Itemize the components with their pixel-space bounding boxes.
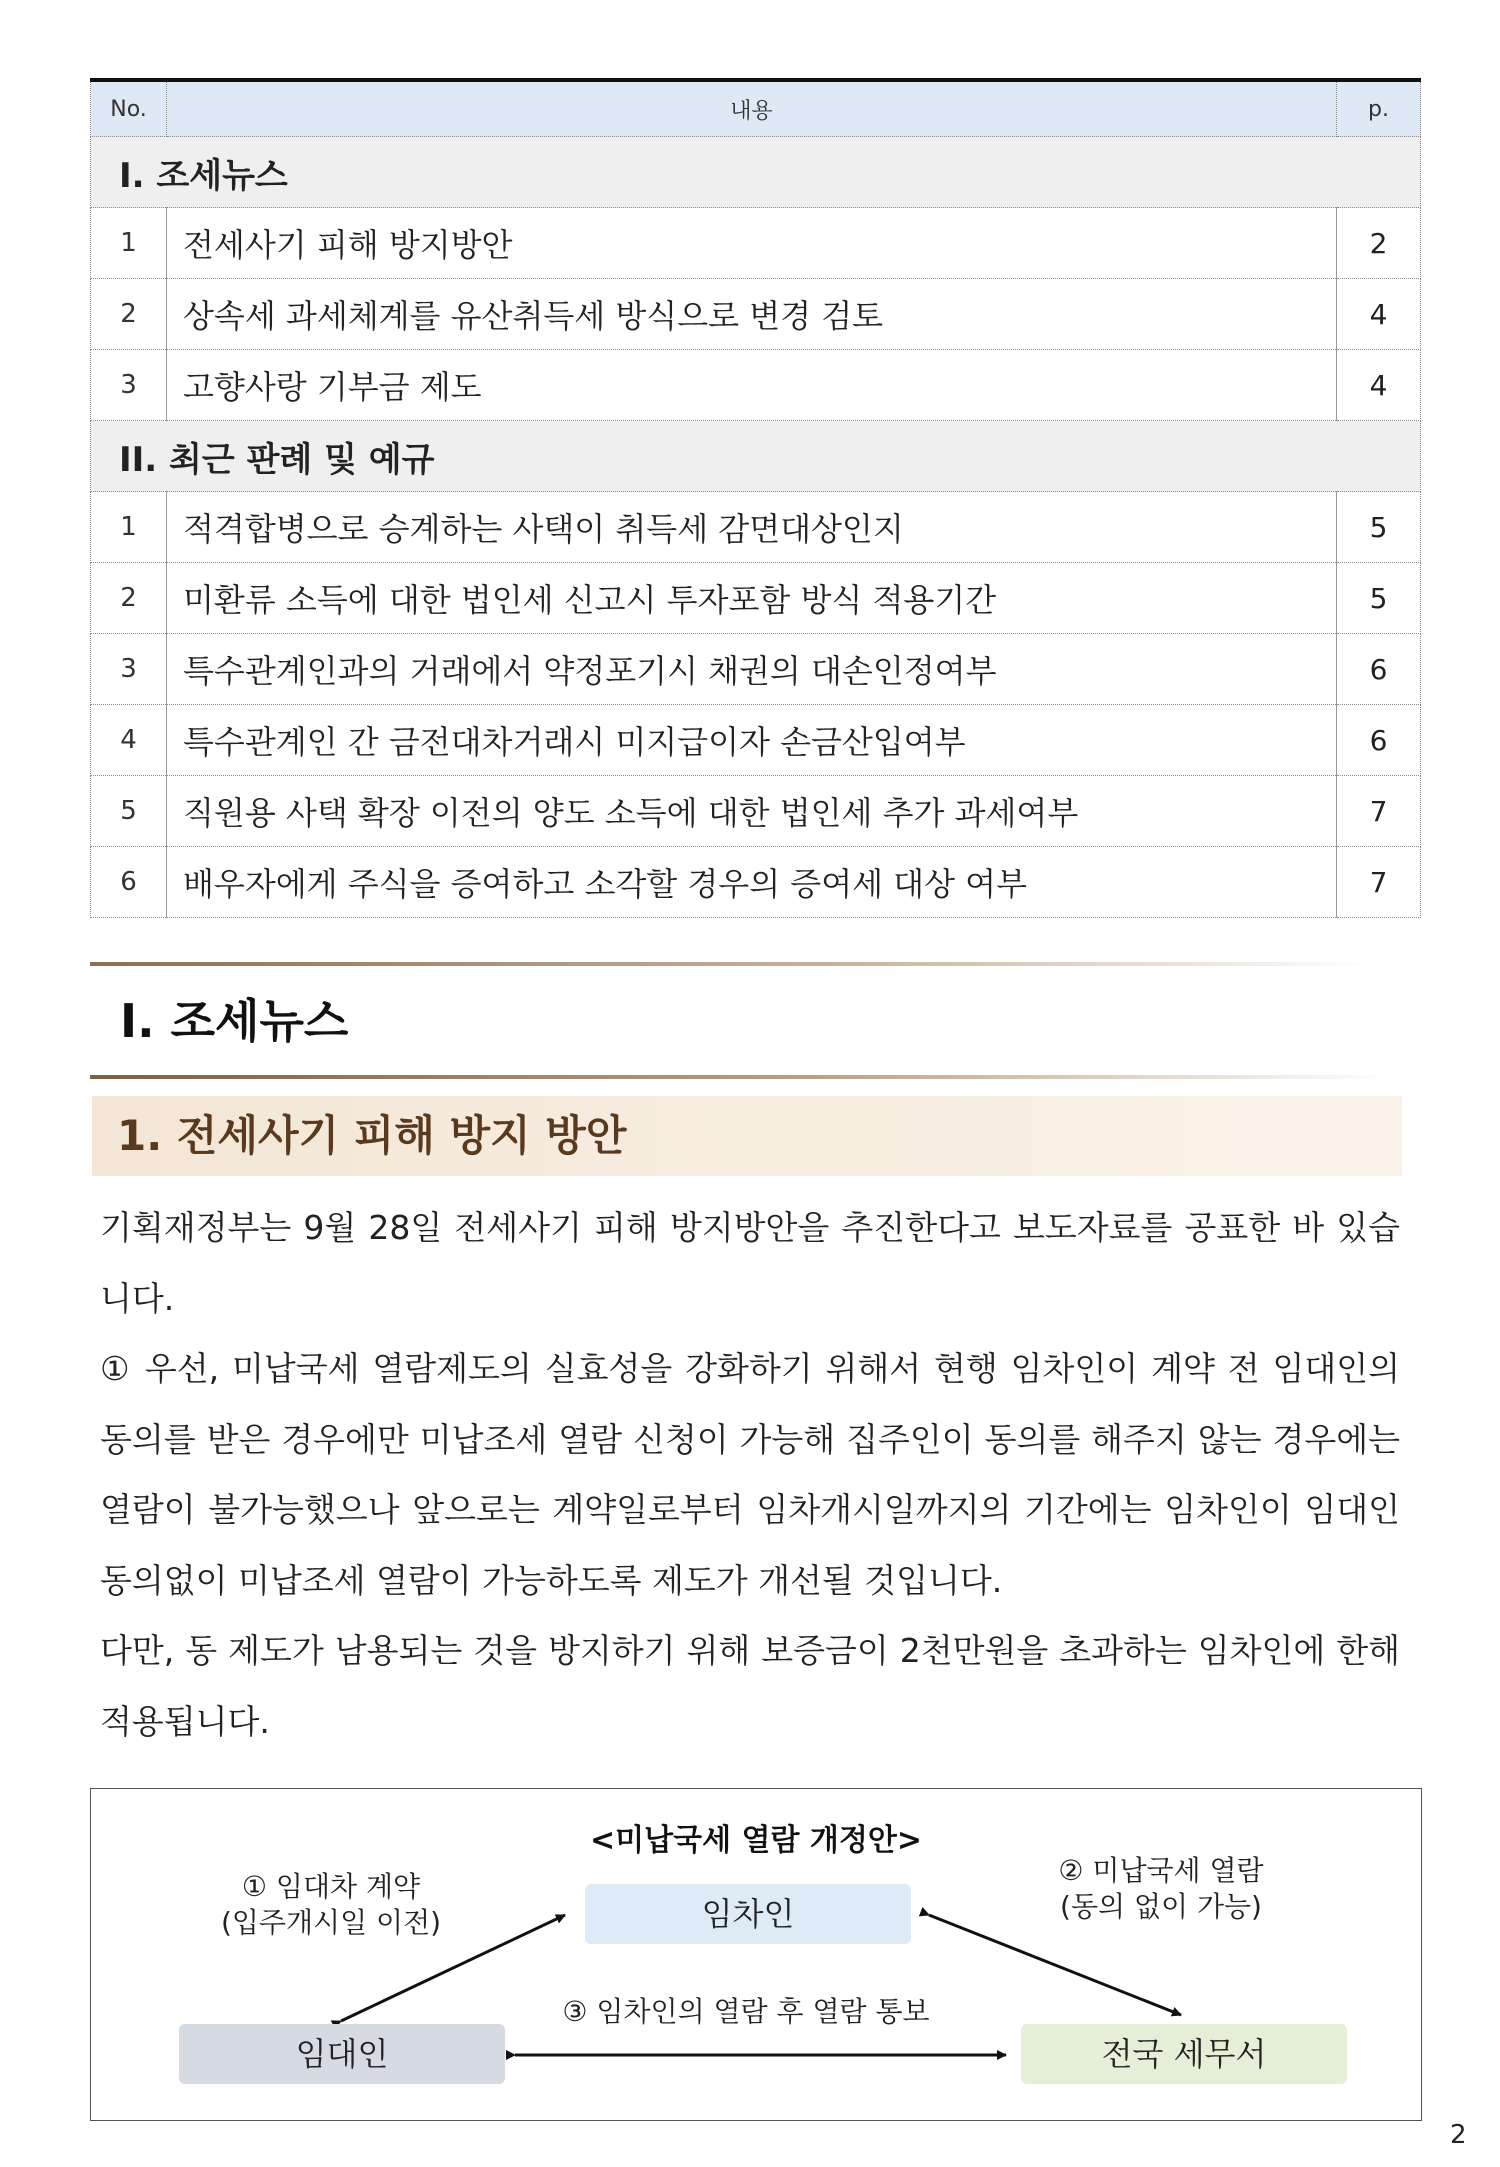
toc-row-title[interactable]: 미환류 소득에 대한 법인세 신고시 투자포함 방식 적용기간	[167, 563, 1337, 634]
toc-row-title[interactable]: 특수관계인 간 금전대차거래시 미지급이자 손금산입여부	[167, 705, 1337, 776]
toc-row-title[interactable]: 전세사기 피해 방지방안	[167, 208, 1337, 279]
toc-row-no: 3	[91, 350, 167, 421]
toc-row-title[interactable]: 직원용 사택 확장 이전의 양도 소득에 대한 법인세 추가 과세여부	[167, 776, 1337, 847]
toc-row-page: 2	[1337, 208, 1421, 279]
arrow-tenant-office	[929, 1915, 1181, 2015]
diagram-title: <미납국세 열람 개정안>	[590, 1823, 922, 1858]
toc-row[interactable]	[91, 776, 1421, 847]
toc-row[interactable]	[91, 634, 1421, 705]
section-divider-bottom	[90, 1075, 1390, 1079]
toc-section-row	[91, 421, 1421, 492]
toc-row-page: 5	[1337, 563, 1421, 634]
toc-row-no: 1	[91, 492, 167, 563]
toc-header-no: No.	[91, 80, 167, 137]
node-landlord: 임대인	[179, 2024, 505, 2084]
toc-row[interactable]	[91, 563, 1421, 634]
toc-table	[90, 78, 1421, 918]
toc-row[interactable]	[91, 705, 1421, 776]
toc-section-title: II. 최근 판례 및 예규	[91, 421, 1421, 492]
label-step2-line2: (동의 없이 가능)	[1060, 1890, 1262, 1923]
toc-row-title[interactable]: 상속세 과세체계를 유산취득세 방식으로 변경 검토	[167, 279, 1337, 350]
section-heading: I. 조세뉴스	[120, 994, 349, 1048]
toc-row-page: 7	[1337, 847, 1421, 918]
toc-row-page: 7	[1337, 776, 1421, 847]
body-paragraph: 기획재정부는 9월 28일 전세사기 피해 방지방안을 추진한다고 보도자료를 공표한 바 있습니다.	[100, 1208, 1400, 1318]
toc-row-no: 2	[91, 563, 167, 634]
section-divider-top	[90, 962, 1370, 966]
body-paragraph: ① 우선, 미납국세 열람제도의 실효성을 강화하기 위해서 현행 임차인이 계약 전 임대인의 동의를 받은 경우에만 미납조세 열람 신청이 가능해 집주인이 동의를 해주지 않는 경우에는 열람이 불가능했으나 앞으로는 계약일로부터 임차개시일까지의 기간에는 임차인이 임대인 동의없이 미납조세 열람이 가능하도록 제도가 개선될 것입니다.	[100, 1349, 1400, 1600]
toc-row-no: 6	[91, 847, 167, 918]
node-tenant: 임차인	[585, 1884, 911, 1944]
label-step1-line2: (입주개시일 이전)	[220, 1906, 442, 1939]
toc-row[interactable]	[91, 847, 1421, 918]
label-step1-line1: ① 임대차 계약	[241, 1870, 421, 1903]
toc-header-row	[91, 80, 1421, 137]
toc-row-no: 5	[91, 776, 167, 847]
toc-row[interactable]	[91, 208, 1421, 279]
subsection-heading: 1. 전세사기 피해 방지 방안	[92, 1096, 1402, 1176]
toc-row-page: 4	[1337, 279, 1421, 350]
label-step2-line1: ② 미납국세 열람	[1058, 1854, 1264, 1887]
toc-row-title[interactable]: 배우자에게 주식을 증여하고 소각할 경우의 증여세 대상 여부	[167, 847, 1337, 918]
toc-header-page: p.	[1337, 80, 1421, 137]
toc-row-page: 6	[1337, 634, 1421, 705]
toc-row-title[interactable]: 특수관계인과의 거래에서 약정포기시 채권의 대손인정여부	[167, 634, 1337, 705]
tax-inquiry-diagram	[90, 1788, 1422, 2121]
toc-row[interactable]	[91, 492, 1421, 563]
toc-row[interactable]	[91, 350, 1421, 421]
label-step3: ③ 임차인의 열람 후 열람 통보	[562, 1995, 930, 2028]
toc-section-title: I. 조세뉴스	[91, 137, 1421, 208]
toc-row-page: 5	[1337, 492, 1421, 563]
body-text	[100, 1193, 1400, 1757]
toc-header-content: 내용	[167, 80, 1337, 137]
label-step2	[1011, 1853, 1311, 1925]
toc-row-title[interactable]: 적격합병으로 승계하는 사택이 취득세 감면대상인지	[167, 492, 1337, 563]
toc-row-page: 6	[1337, 705, 1421, 776]
node-tax-office: 전국 세무서	[1021, 2024, 1347, 2084]
label-step1	[201, 1869, 461, 1941]
toc-row[interactable]	[91, 279, 1421, 350]
toc-row-title[interactable]: 고향사랑 기부금 제도	[167, 350, 1337, 421]
toc-row-no: 3	[91, 634, 167, 705]
body-paragraph: 다만, 동 제도가 남용되는 것을 방지하기 위해 보증금이 2천만원을 초과하는 임차인에 한해 적용됩니다.	[100, 1631, 1400, 1741]
page-number: 2	[1450, 2120, 1467, 2150]
toc-row-page: 4	[1337, 350, 1421, 421]
toc-row-no: 4	[91, 705, 167, 776]
toc-section-row	[91, 137, 1421, 208]
toc-row-no: 1	[91, 208, 167, 279]
toc-row-no: 2	[91, 279, 167, 350]
